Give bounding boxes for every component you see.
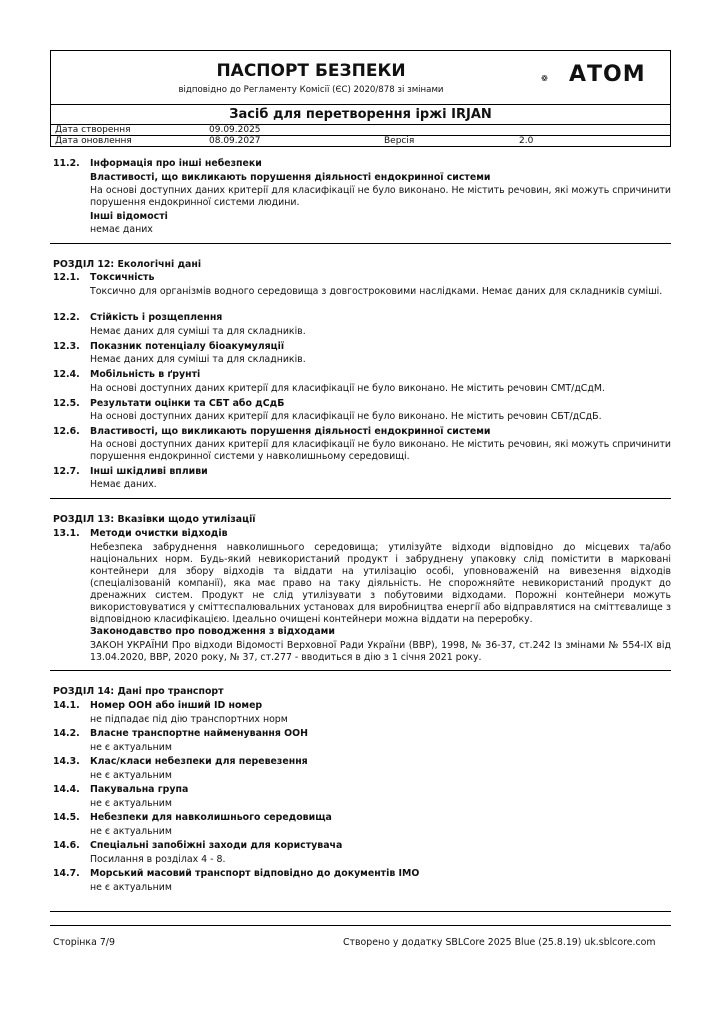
item-number: 14.4. bbox=[53, 784, 80, 795]
item-title: Мобільність в ґрунті bbox=[90, 369, 201, 380]
paragraph: Немає даних для суміші та для складників. bbox=[90, 354, 306, 365]
item-title: Клас/класи небезпеки для перевезення bbox=[90, 756, 308, 767]
version-value: 2.0 bbox=[519, 136, 534, 146]
item-title: Стійкість і розщеплення bbox=[90, 312, 223, 323]
section-heading-13: РОЗДІЛ 13: Вказівки щодо утилізації bbox=[53, 514, 256, 525]
item-title: Пакувальна група bbox=[90, 784, 189, 795]
paragraph: Токсично для організмів водного середовища з довгостроковими наслідками. Немає даних для складників суміші. bbox=[90, 286, 663, 297]
item-title: Результати оцінки та СБТ або дСдБ bbox=[90, 398, 285, 409]
created-label: Дата створення bbox=[55, 125, 131, 135]
paragraph: Посилання в розділах 4 - 8. bbox=[90, 854, 226, 865]
item-number: 12.7. bbox=[53, 466, 80, 477]
item-number: 12.2. bbox=[53, 312, 80, 323]
item-title: Показник потенціалу біоакумуляції bbox=[90, 341, 285, 352]
footer-created-with: Створено у додатку SBLCore 2025 Blue (25.8.19) uk.sblcore.com bbox=[343, 937, 656, 948]
page-number: Сторінка 7/9 bbox=[53, 937, 115, 948]
paragraph: На основі доступних даних критерії для класифікації не було виконано. Не містить речовин, які можуть спричинити порушення ендокринної системи людини. bbox=[90, 185, 671, 208]
created-value: 09.09.2025 bbox=[209, 125, 261, 135]
item-title: Токсичність bbox=[90, 272, 155, 283]
item-number: 14.7. bbox=[53, 868, 80, 879]
item-title: Небезпеки для навколишнього середовища bbox=[90, 812, 332, 823]
item-title: Інформація про інші небезпеки bbox=[90, 158, 262, 169]
item-title: Власне транспортне найменування ООН bbox=[90, 728, 308, 739]
paragraph: не є актуальним bbox=[90, 770, 172, 781]
paragraph: Небезпека забруднення навколишнього середовища; утилізуйте відходи відповідно до місцевих та/або національних норм. Будь-який невикористаний продукт і забруднену упаковку слід помістити в марковані контейнери для збору відходів та віддати на утилізацію особі, уповноваженій на вивезення відходів (спеціалізованій компанії), яка має право на таку діяльність. Не спорожняйте невикористаний продукт до дренажних систем. Продукт не слід утилізувати з побутовими відходами. Порожні контейнери можуть використовуватися у сміттєспалювальних установах для виробництва енергії або відправлятися на сміттєвалище з відповідною класифікацією. Ідеально очищені контейнери можна віддати на переробку. bbox=[90, 542, 671, 625]
item-number: 12.3. bbox=[53, 341, 80, 352]
logo-wordmark: АТОМ bbox=[569, 62, 646, 87]
item-number: 12.4. bbox=[53, 369, 80, 380]
item-title: Номер ООН або інший ID номер bbox=[90, 700, 263, 711]
paragraph: На основі доступних даних критерії для класифікації не було виконано. Не містить речовин, які можуть спричинити порушення ендокринної системи у навколишньому середовищі. bbox=[90, 439, 671, 462]
item-number: 14.1. bbox=[53, 700, 80, 711]
paragraph: не є актуальним bbox=[90, 742, 172, 753]
item-number: 14.3. bbox=[53, 756, 80, 767]
section-heading-14: РОЗДІЛ 14: Дані про транспорт bbox=[53, 686, 224, 697]
item-number: 14.2. bbox=[53, 728, 80, 739]
subheading: Властивості, що викликають порушення діяльності ендокринної системи bbox=[90, 172, 491, 183]
item-number: 14.6. bbox=[53, 840, 80, 851]
item-title: Методи очистки відходів bbox=[90, 528, 228, 539]
updated-label: Дата оновлення bbox=[55, 136, 132, 146]
regulation-subtitle: відповідно до Регламенту Комісії (ЄС) 2020/878 зі змінами bbox=[178, 85, 444, 95]
paragraph: не є актуальним bbox=[90, 826, 172, 837]
atom-logo-icon bbox=[541, 63, 571, 93]
item-number: 14.5. bbox=[53, 812, 80, 823]
item-title: Інші шкідливі впливи bbox=[90, 466, 208, 477]
item-title: Властивості, що викликають порушення діяльності ендокринної системи bbox=[90, 426, 491, 437]
item-number: 12.1. bbox=[53, 272, 80, 283]
item-title: Морський масовий транспорт відповідно до документів IMO bbox=[90, 868, 420, 879]
section-heading-12: РОЗДІЛ 12: Екологічні дані bbox=[53, 259, 202, 270]
paragraph: На основі доступних даних критерії для класифікації не було виконано. Не містить речовин СБТ/дСдБ. bbox=[90, 411, 602, 422]
document-header bbox=[50, 50, 671, 147]
subheading: Інші відомості bbox=[90, 211, 168, 222]
item-number: 13.1. bbox=[53, 528, 80, 539]
paragraph: Немає даних. bbox=[90, 479, 157, 490]
paragraph: не є актуальним bbox=[90, 882, 172, 893]
version-label: Версія bbox=[384, 136, 415, 146]
item-number: 12.6. bbox=[53, 426, 80, 437]
paragraph: ЗАКОН УКРАЇНИ Про відходи Відомості Верховної Ради України (ВВР), 1998, № 36-37, ст.242 Із змінами № 554-IX від 13.04.2020, ВВР, 2020 року, № 37, ст.277 - вводиться в дію з 1 січня 2021 року. bbox=[90, 640, 671, 663]
document-title: ПАСПОРТ БЕЗПЕКИ bbox=[216, 61, 406, 81]
subheading: Законодавство про поводження з відходами bbox=[90, 626, 335, 637]
updated-row bbox=[51, 135, 670, 147]
item-number: 11.2. bbox=[53, 158, 80, 169]
paragraph: На основі доступних даних критерії для класифікації не було виконано. Не містить речовин СМТ/дСдМ. bbox=[90, 383, 605, 394]
paragraph: не є актуальним bbox=[90, 798, 172, 809]
updated-value: 08.09.2027 bbox=[209, 136, 261, 146]
item-number: 12.5. bbox=[53, 398, 80, 409]
paragraph: Немає даних для суміші та для складників. bbox=[90, 326, 306, 337]
paragraph: не підпадає під дію транспортних норм bbox=[90, 714, 288, 725]
item-title: Спеціальні запобіжні заходи для користувача bbox=[90, 840, 343, 851]
paragraph: немає даних bbox=[90, 224, 153, 235]
product-name: Засіб для перетворення іржі IRJAN bbox=[229, 107, 492, 122]
